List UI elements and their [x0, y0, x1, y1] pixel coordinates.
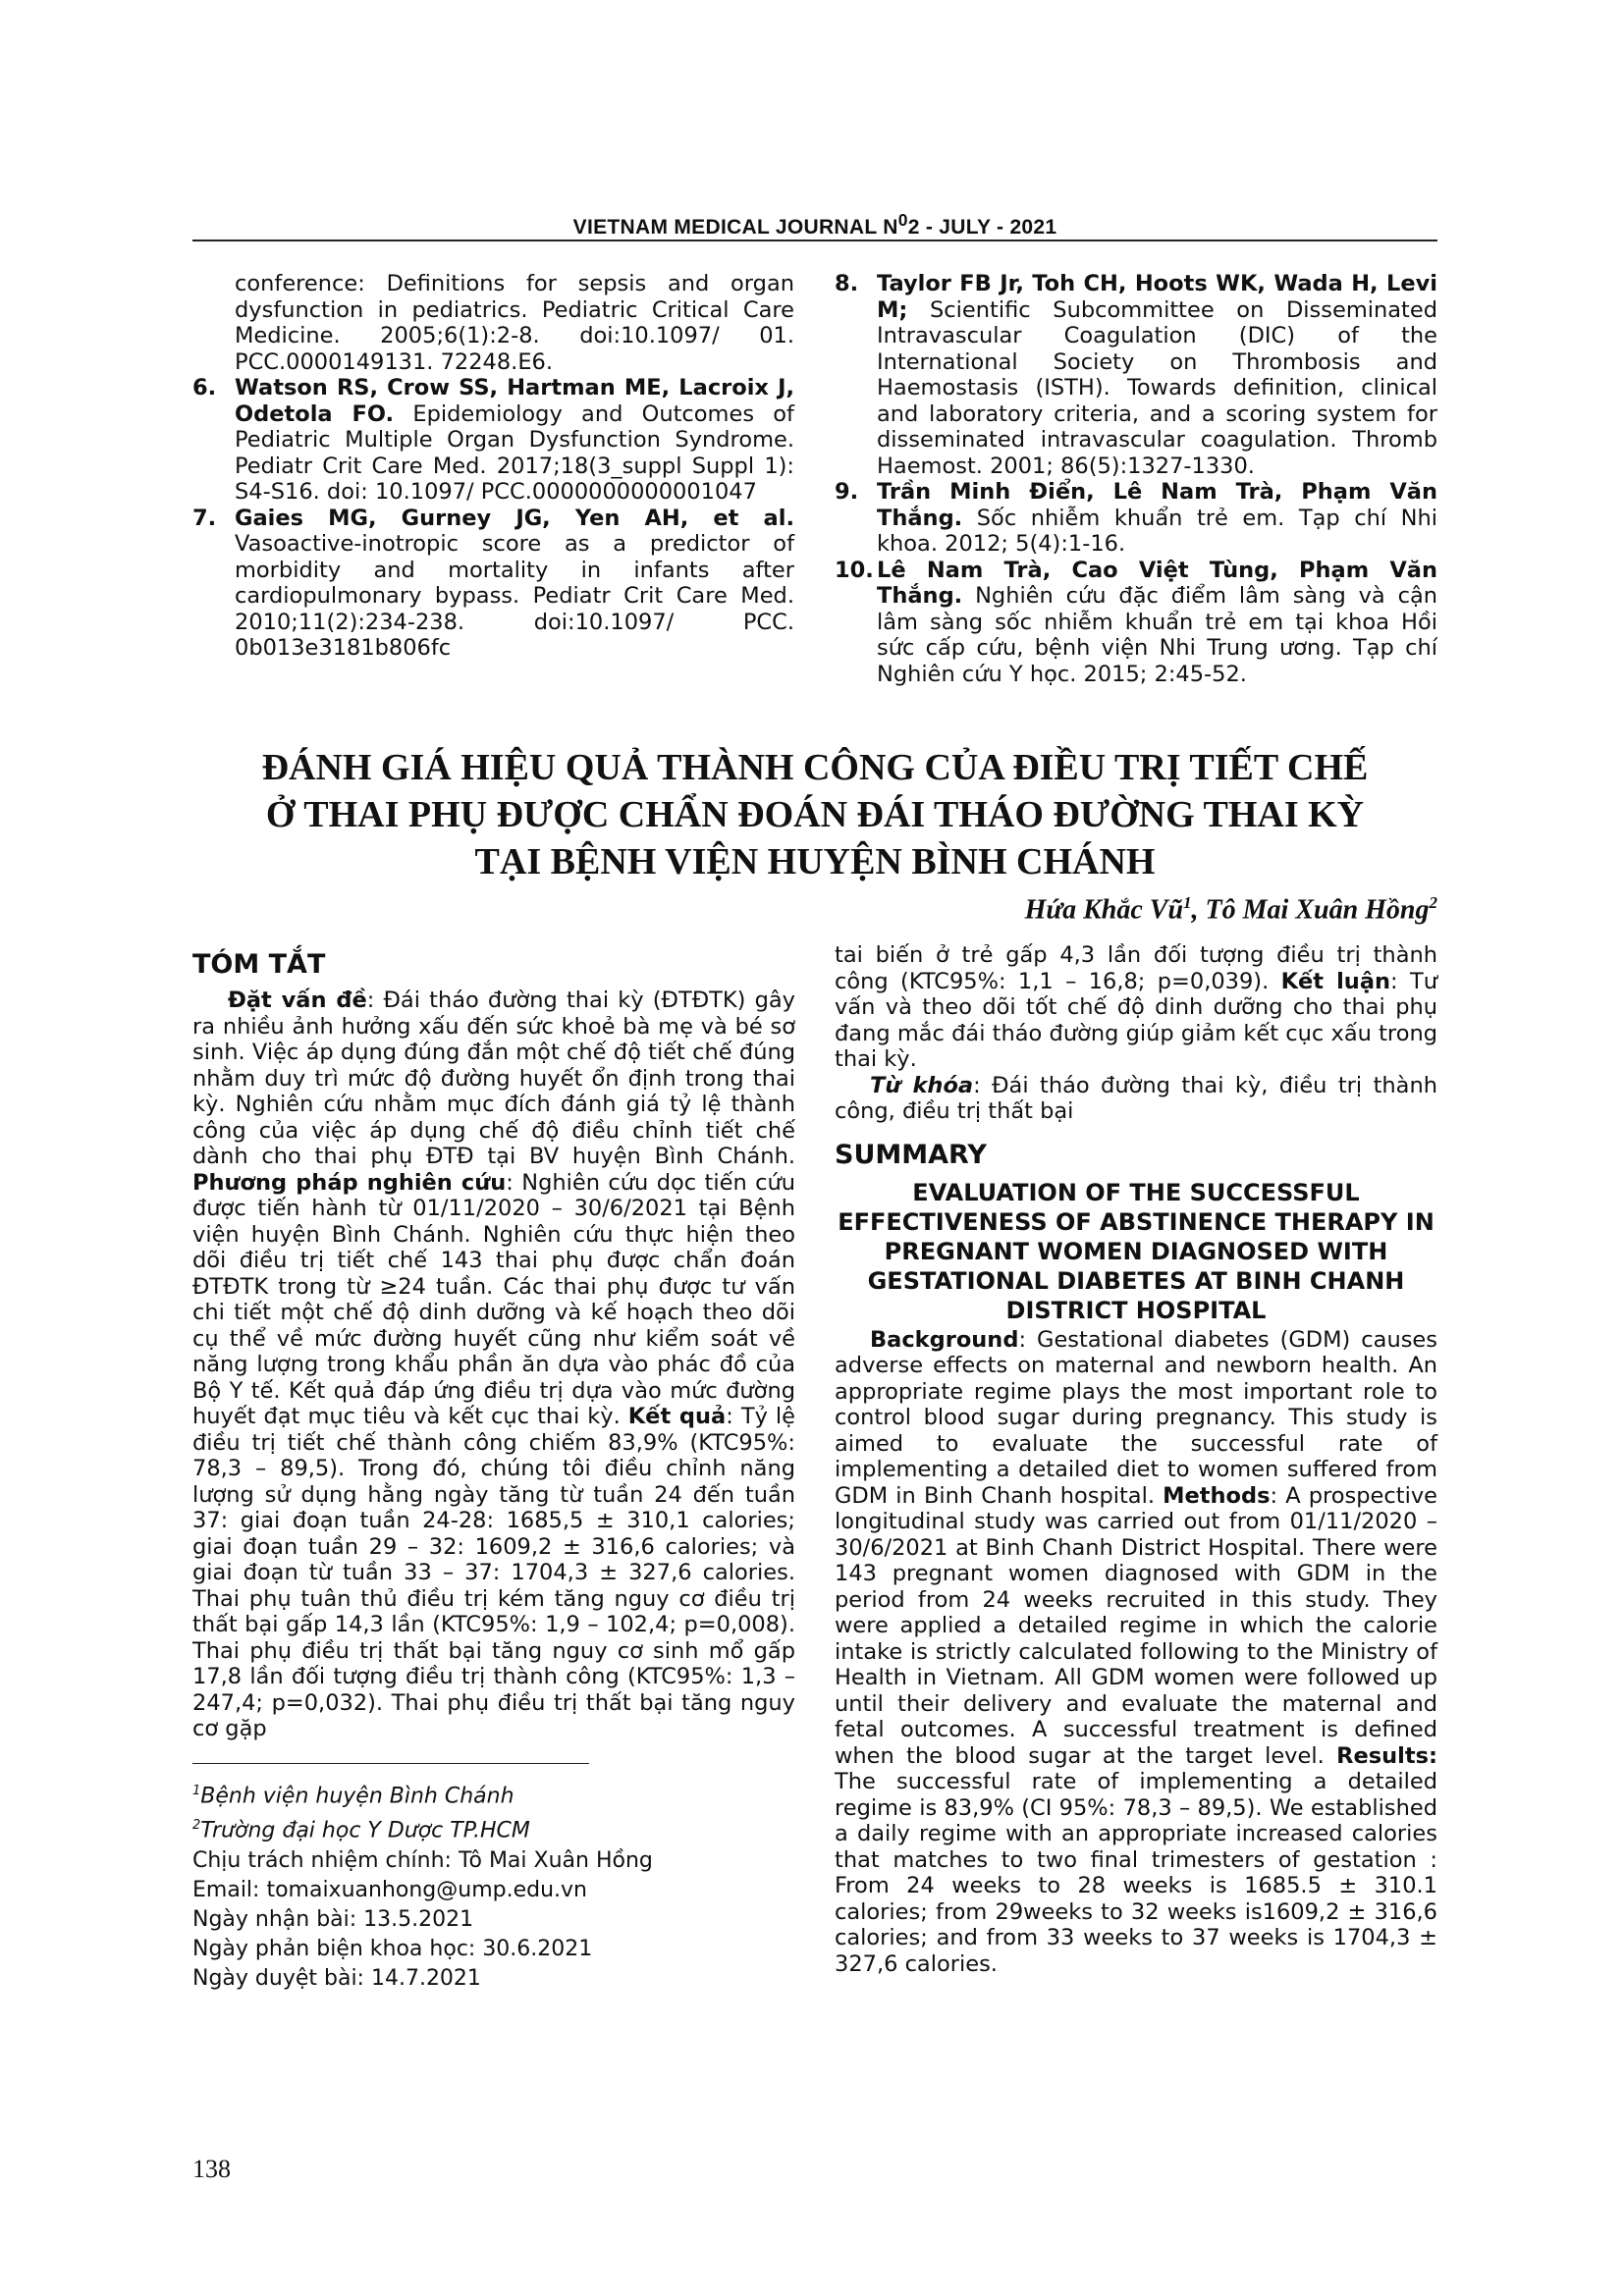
- reference-authors: Gaies MG, Gurney JG, Yen AH, et al.: [235, 505, 794, 531]
- responsible-author: Chịu trách nhiệm chính: Tô Mai Xuân Hồng: [192, 1847, 653, 1873]
- reference-6: [192, 375, 794, 506]
- author-2-affiliation: 2: [1429, 893, 1437, 912]
- affiliation-2-text: Trường đại học Y Dược TP.HCM: [200, 1818, 530, 1843]
- abstract-vi-body: [192, 988, 795, 1742]
- abstract-vi-heading: TÓM TẮT: [192, 949, 326, 980]
- affiliation-1: [192, 1777, 742, 1811]
- title-line-1: ĐÁNH GIÁ HIỆU QUẢ THÀNH CÔNG CỦA ĐIỀU TRỊ TIẾT CHẾ: [261, 747, 1369, 788]
- reference-text: Sốc nhiễm khuẩn trẻ em. Tạp chí Nhi khoa. 2012; 5(4):1-16.: [877, 505, 1437, 557]
- summary-methods-label: Methods: [1163, 1482, 1271, 1509]
- email: Email: tomaixuanhong@ump.edu.vn: [192, 1877, 587, 1902]
- issue-date: 2 - JULY - 2021: [907, 216, 1057, 239]
- references-left: [192, 271, 794, 662]
- reference-number: 10.: [835, 557, 874, 583]
- reference-text: Epidemiology and Outcomes of Pediatric Multiple Organ Dysfunction Syndrome. Pediatr Crit Care Med. 2017;18(3_suppl Suppl 1): S4-S16. doi: 10.1097/ PCC.0000000000001047: [235, 400, 794, 505]
- conclusion-label: Kết luận: [1280, 968, 1391, 994]
- methods-label: Phương pháp nghiên cứu: [192, 1169, 507, 1196]
- journal-name: VIETNAM MEDICAL JOURNAL N: [572, 216, 898, 239]
- abstract-vi-column: [192, 948, 795, 1742]
- footnote-rule: [192, 1763, 589, 1764]
- author-1-affiliation: 1: [1183, 893, 1192, 912]
- reference-text: Vasoactive-inotropic score as a predictor of morbidity and mortality in infants after cardiopulmonary bypass. Pediatr Crit Care Med. 2010;11(2):234-238. doi:10.1097/ PCC. 0b013e3181b806fc: [235, 531, 794, 661]
- reference-number: 9.: [835, 479, 859, 505]
- author-1: Hứa Khắc Vũ: [1024, 894, 1184, 926]
- summary-results-text: The successful rate of implementing a detailed regime is 83,9% (CI 95%: 78,3 – 89,5). We established a daily regime with an appropriate increased calories that matches to two final trimesters of gestation : From 24 weeks to 28 weeks is 1685.5 ± 310.1 calories; from 29weeks to 32 weeks is1609,2 ± 316,6 calories; and from 33 weeks to 37 weeks is 1704,3 ± 327,6 calories.: [835, 1769, 1437, 1977]
- methods-text: : Nghiên cứu dọc tiến cứu được tiến hành từ 01/11/2020 – 30/6/2021 tại Bệnh viện huyện Bình Chánh. Nghiên cứu thực hiện theo dõi điều trị tiết chế 143 thai phụ được chẩn đoán ĐTĐTK trong từ ≥24 tuần. Các thai phụ được tư vấn chi tiết một chế độ dinh dưỡng và kế hoạch theo dõi cụ thể về mức đường huyết cũng như kiểm soát về năng lượng trong khẩu phần ăn dựa vào phác đồ của Bộ Y tế. Kết quả đáp ứng điều trị dựa vào mức đường huyết đạt mục tiêu và kết cục thai kỳ.: [192, 1169, 796, 1429]
- references-right: [835, 271, 1437, 687]
- reference-8: [835, 271, 1437, 479]
- author-separator: ,: [1191, 894, 1206, 926]
- page-number: 138: [192, 2155, 231, 2183]
- reference-9: [835, 479, 1437, 558]
- received-date: Ngày nhận bài: 13.5.2021: [192, 1906, 474, 1932]
- summary-heading: SUMMARY: [835, 1139, 987, 1170]
- title-line-2: Ở THAI PHỤ ĐƯỢC CHẨN ĐOÁN ĐÁI THÁO ĐƯỜNG THAI KỲ: [265, 794, 1365, 835]
- summary-title: EVALUATION OF THE SUCCESSFUL EFFECTIVENESS OF ABSTINENCE THERAPY IN PREGNANT WOMEN DIAGNOSED WITH GESTATIONAL DIABETES AT BINH CHANH DISTRICT HOSPITAL: [838, 1178, 1435, 1324]
- keywords-text: : Đái tháo đường thai kỳ, điều trị thành công, điều trị thất bại: [835, 1072, 1437, 1124]
- reference-continuation: conference: Definitions for sepsis and organ dysfunction in pediatrics. Pediatric Critical Care Medicine. 2005;6(1):2-8. doi:10.1097/ 01. PCC.0000149131. 72248.E6.: [235, 271, 794, 375]
- reference-10: [835, 558, 1437, 688]
- results-label: Kết quả: [627, 1404, 727, 1429]
- summary-background-label: Background: [870, 1326, 1019, 1353]
- footnotes: [192, 1777, 742, 1994]
- background-label: Đặt vấn đề: [228, 988, 367, 1013]
- reference-text: Scientific Subcommittee on Disseminated Intravascular Coagulation (DIC) of the International Society on Thrombosis and Haemostasis (ISTH). Towards definition, clinical and laboratory criteria, and a scoring system for disseminated intravascular coagulation. Thromb Haemost. 2001; 86(5):1327-1330.: [877, 296, 1437, 479]
- background-text: : Đái tháo đường thai kỳ (ĐTĐTK) gây ra nhiều ảnh hưởng xấu đến sức khoẻ bà mẹ và bé sơ sinh. Việc áp dụng đúng đắn một chế độ tiết chế đúng nhằm duy trì mức độ đường huyết ổn định trong thai kỳ. Nghiên cứu nhằm mục đích đánh giá tỷ lệ thành công của việc áp dụng chế độ điều chỉnh tiết chế dành cho thai phụ ĐTĐ tại BV huyện Bình Chánh.: [192, 988, 795, 1169]
- reference-text: Nghiên cứu đặc điểm lâm sàng và cận lâm sàng sốc nhiễm khuẩn trẻ em tại khoa Hồi sức cấp cứu, bệnh viện Nhi Trung ương. Tạp chí Nghiên cứu Y học. 2015; 2:45-52.: [877, 583, 1437, 687]
- accepted-date: Ngày duyệt bài: 14.7.2021: [192, 1965, 481, 1991]
- summary-results-label: Results:: [1336, 1742, 1437, 1769]
- affiliation-1-sup: 1: [192, 1784, 201, 1798]
- header-rule: [192, 240, 1437, 241]
- summary-background-text: : Gestational diabetes (GDM) causes adverse effects on maternal and newborn health. An appropriate regime plays the most important role to control blood sugar during pregnancy. This study is aimed to evaluate the successful rate of implementing a detailed diet to women suffered from GDM in Binh Chanh hospital.: [835, 1326, 1437, 1509]
- review-date: Ngày phản biện khoa học: 30.6.2021: [192, 1936, 593, 1961]
- reference-7: [192, 506, 794, 662]
- keywords: [835, 1073, 1437, 1125]
- reference-number: 6.: [192, 375, 217, 400]
- affiliation-1-text: Bệnh viện huyện Bình Chánh: [200, 1784, 514, 1809]
- author-2: Tô Mai Xuân Hồng: [1205, 894, 1430, 926]
- affiliation-2: [192, 1811, 742, 1845]
- reference-number: 7.: [192, 505, 217, 531]
- reference-authors: Trần Minh Điển, Lê Nam Trà, Phạm Văn Thắng.: [877, 479, 1437, 531]
- reference-authors: Lê Nam Trà, Cao Việt Tùng, Phạm Văn Thắng.: [877, 557, 1437, 609]
- continuation-text: tai biến ở trẻ gấp 4,3 lần đối tượng điều trị thành công (KTC95%: 1,1 – 16,8; p=0,039).: [835, 942, 1437, 994]
- abstract-vi-continuation: [835, 942, 1437, 1073]
- abstract-right-column: [835, 942, 1437, 1977]
- affiliation-2-sup: 2: [192, 1818, 201, 1834]
- issue-superscript: 0: [897, 210, 908, 230]
- summary-methods-text: : A prospective longitudinal study was carried out from 01/11/2020 – 30/6/2021 at Binh Chanh District Hospital. There were 143 pregnant women diagnosed with GDM in the period from 24 weeks recruited in this study. They were applied a detailed regime in which the calorie intake is strictly calculated following to the Ministry of Health in Vietnam. All GDM women were followed up until their delivery and evaluate the maternal and fetal outcomes. A successful treatment is defined when the blood sugar at the target level.: [835, 1482, 1438, 1769]
- reference-number: 8.: [835, 271, 859, 296]
- reference-authors: Taylor FB Jr, Toh CH, Hoots WK, Wada H, Levi M;: [877, 271, 1437, 323]
- conclusion-text: : Tư vấn và theo dõi tốt chế độ dinh dưỡng cho thai phụ đang mắc đái tháo đường giúp giảm kết cục xấu trong thai kỳ.: [835, 968, 1437, 1072]
- journal-header: [192, 210, 1437, 240]
- article-title: [192, 744, 1437, 885]
- keywords-label: Từ khóa: [870, 1072, 974, 1098]
- reference-authors: Watson RS, Crow SS, Hartman ME, Lacroix J, Odetola FO.: [235, 375, 794, 427]
- author-list: [1025, 893, 1437, 926]
- summary-body: [835, 1327, 1437, 1978]
- title-line-3: TẠI BỆNH VIỆN HUYỆN BÌNH CHÁNH: [474, 841, 1156, 882]
- results-text: : Tỷ lệ điều trị tiết chế thành công chiếm 83,9% (KTC95%: 78,3 – 89,5). Trong đó, chúng tôi điều chỉnh năng lượng sử dụng hằng ngày tăng từ tuần 24 đến tuần 37: giai đoạn tuần 24-28: 1685,5 ± 310,1 calories; giai đoạn tuần 29 – 32: 1609,2 ± 316,6 calories; và giai đoạn từ tuần 33 – 37: 1704,3 ± 327,6 calories. Thai phụ tuân thủ điều trị kém tăng nguy cơ điều trị thất bại gấp 14,3 lần (KTC95%: 1,9 – 102,4; p=0,008). Thai phụ điều trị thất bại tăng nguy cơ sinh mổ gấp 17,8 lần đối tượng điều trị thành công (KTC95%: 1,3 – 247,4; p=0,032). Thai phụ điều trị thất bại tăng nguy cơ gặp: [192, 1404, 795, 1741]
